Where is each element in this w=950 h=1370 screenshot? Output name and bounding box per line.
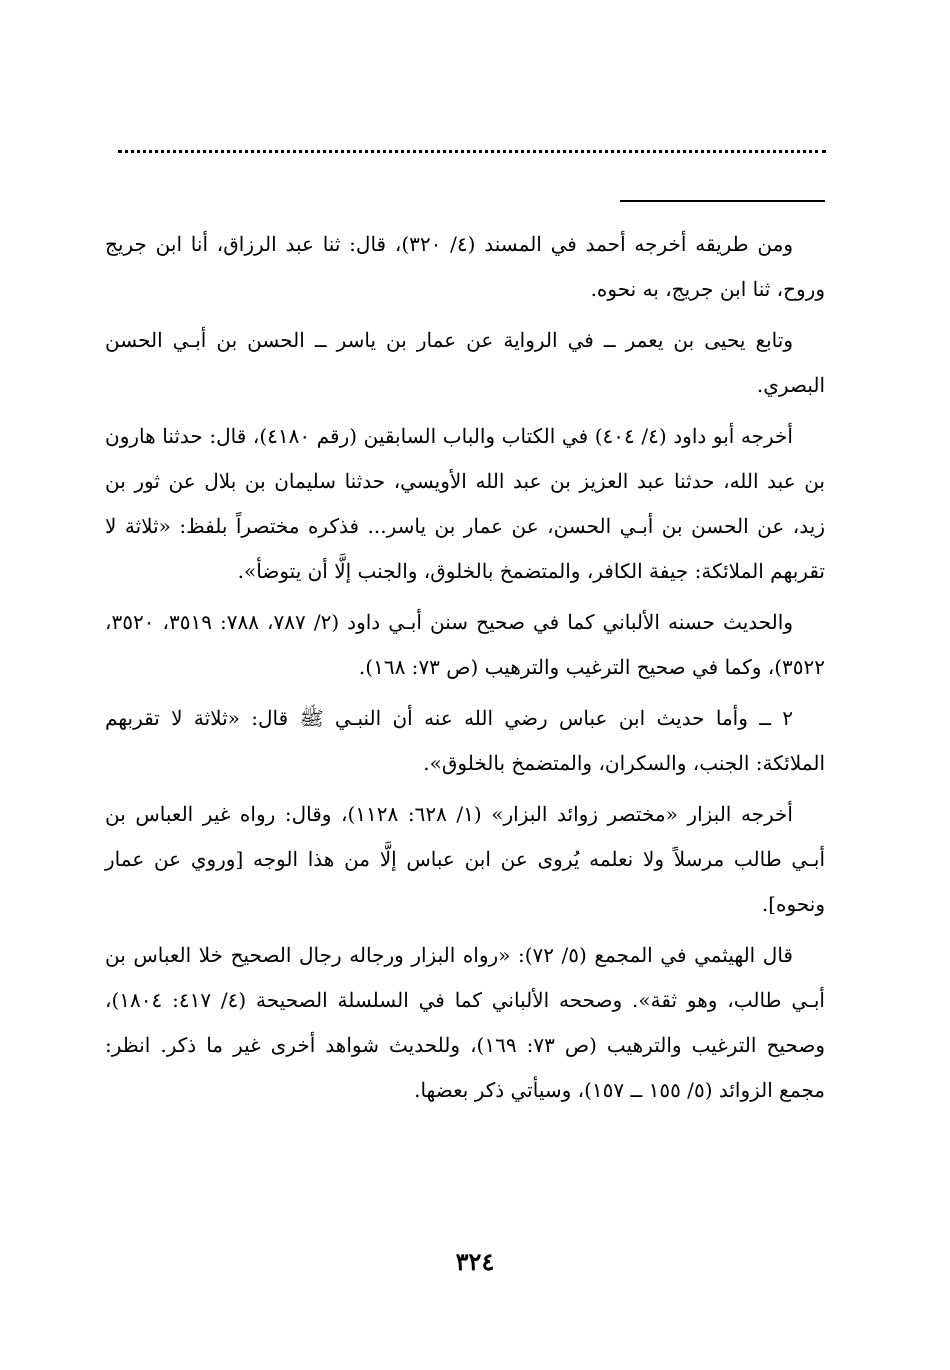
paragraph: أخرجه البزار «مختصر زوائد البزار» (١/ ٦٢٨: ١١٢٨)، وقال: رواه غير العباس بن أبـي طالب مرسلاً ولا نعلمه يُروى عن ابن عباس إلَّا من هذا الوجه [وروي عن عمار ونحوه]. bbox=[105, 802, 825, 916]
paragraph: ٢ ــ وأما حديث ابن عباس رضي الله عنه أن النبـي ﷺ قال: «ثلاثة لا تقربهم الملائكة: الجنب، والسكران، والمتضمخ بالخلوق». bbox=[105, 706, 825, 775]
paragraph: أخرجه أبو داود (٤/ ٤٠٤) في الكتاب والباب السابقين (رقم ٤١٨٠)، قال: حدثنا هارون بن عبد الله، حدثنا عبد العزيز بن عبد الله الأويسي، حدثنا سليمان بن بلال عن ثور بن زيد، عن الحسن بن أبـي الحسن، عن عمار بن ياسر... فذكره مختصراً بلفظ: «ثلاثة لا تقربهم الملائكة: جيفة الكافر، والمتضمخ بالخلوق، والجنب إلَّا أن يتوضأ». bbox=[105, 424, 825, 583]
body-text bbox=[105, 222, 825, 1119]
dotted-separator bbox=[118, 150, 826, 153]
page-number: ٣٢٤ bbox=[455, 1247, 495, 1276]
paragraph: وتابع يحيى بن يعمر ــ في الرواية عن عمار بن ياسر ــ الحسن بن أبـي الحسن البصري. bbox=[105, 328, 825, 397]
paragraph: والحديث حسنه الألباني كما في صحيح سنن أبـي داود (٢/ ٧٨٧، ٧٨٨: ٣٥١٩، ٣٥٢٠، ٣٥٢٢)، وكما في صحيح الترغيب والترهيب (ص ٧٣: ١٦٨). bbox=[105, 610, 825, 679]
paragraph: قال الهيثمي في المجمع (٥/ ٧٢): «رواه البزار ورجاله رجال الصحيح خلا العباس بن أبـي طالب، وهو ثقة». وصححه الألباني كما في السلسلة الصحيحة (٤/ ٤١٧: ١٨٠٤)، وصحيح الترغيب والترهيب (ص ٧٣: ١٦٩)، وللحديث شواهد أخرى غير ما ذكر. انظر: مجمع الزوائد (٥/ ١٥٥ ــ ١٥٧)، وسيأتي ذكر بعضها. bbox=[105, 943, 825, 1102]
paragraph: ومن طريقه أخرجه أحمد في المسند (٤/ ٣٢٠)، قال: ثنا عبد الرزاق، أنا ابن جريج وروح، ثنا ابن جريج، به نحوه. bbox=[105, 232, 825, 301]
footnote-separator bbox=[620, 200, 825, 202]
